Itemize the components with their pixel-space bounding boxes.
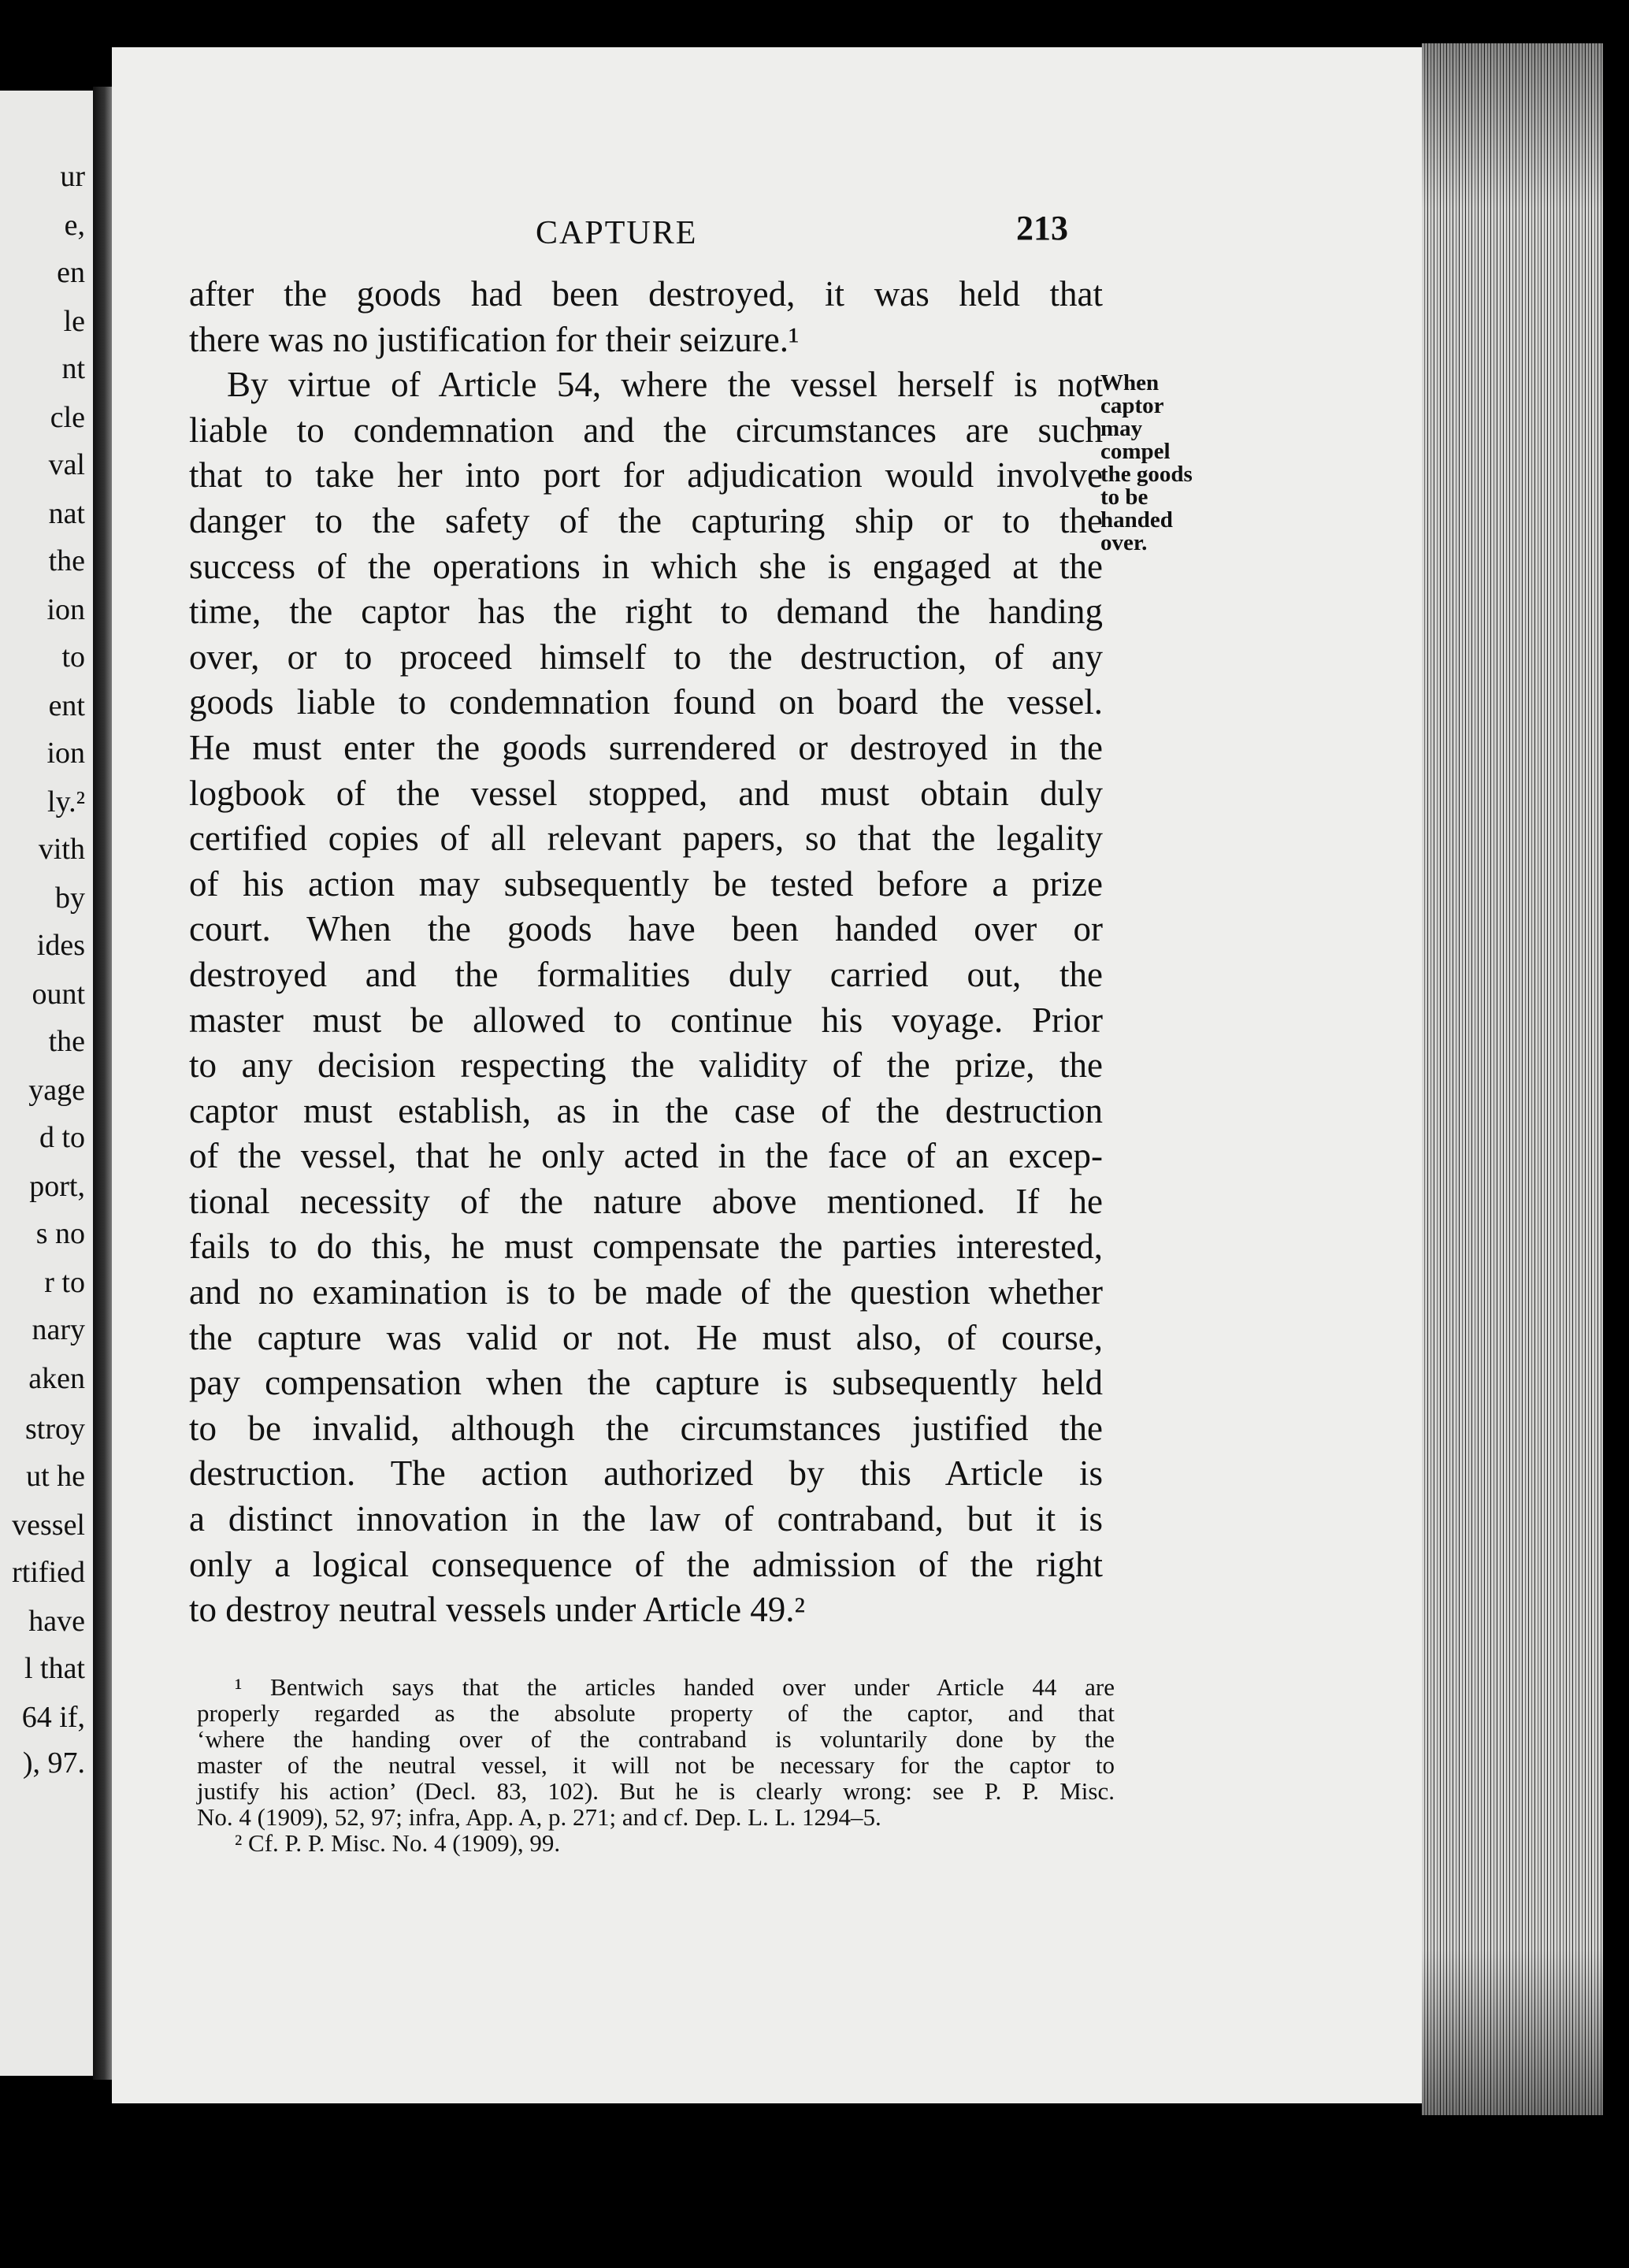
previous-page-text-fragment: cle <box>50 401 85 434</box>
body-line: over, or to proceed himself to the destruction, of any <box>189 637 1103 677</box>
body-line: a distinct innovation in the law of contraband, but it is <box>189 1499 1103 1539</box>
body-line: that to take her into port for adjudication would involve <box>189 455 1103 496</box>
body-line: there was no justification for their seizure.¹ <box>189 319 800 359</box>
body-line: logbook of the vessel stopped, and must obtain duly <box>189 773 1103 813</box>
previous-page-text-fragment: d to <box>39 1121 85 1154</box>
previous-page-text-fragment: nat <box>48 497 85 530</box>
body-line: liable to condemnation and the circumstances are such <box>189 410 1103 450</box>
previous-page-text-fragment: the <box>48 544 85 577</box>
previous-page-text-fragment: l that <box>24 1652 85 1685</box>
body-line: destroyed and the formalities duly carried out, the <box>189 954 1103 994</box>
footnote-line: master of the neutral vessel, it will not be necessary for the captor to <box>197 1751 1115 1779</box>
body-line: destruction. The action authorized by this Article is <box>189 1453 1103 1494</box>
previous-page-text-fragment: stroy <box>25 1412 85 1446</box>
body-line: captor must establish, as in the case of the destruction <box>189 1090 1103 1130</box>
body-line: to be invalid, although the circumstances justified the <box>189 1408 1103 1448</box>
footnotes <box>197 1674 1115 1856</box>
running-head: CAPTURE <box>536 215 698 251</box>
previous-page-text-fragment: nt <box>61 352 85 385</box>
previous-page-text-fragment: by <box>55 882 85 915</box>
footnote-line: justify his action’ (Decl. 83, 102). But he is clearly wrong: see P. P. Misc. <box>197 1777 1115 1805</box>
footnote-line: No. 4 (1909), 52, 97; infra, App. A, p. 271; and cf. Dep. L. L. 1294–5. <box>197 1803 881 1831</box>
body-line: and no examination is to be made of the question whether <box>189 1272 1103 1312</box>
body-line: He must enter the goods surrendered or destroyed in the <box>189 727 1103 767</box>
previous-page-text-fragment: e, <box>64 209 85 242</box>
body-line: the capture was valid or not. He must also, of course, <box>189 1317 1103 1357</box>
previous-page-text-fragment: r to <box>44 1266 85 1299</box>
previous-page-text-fragment: yage <box>28 1074 85 1107</box>
previous-page-text-fragment: rtified <box>12 1556 85 1589</box>
previous-page-text-fragment: ides <box>36 929 85 962</box>
margin-note-line: to be <box>1100 484 1148 510</box>
body-line: success of the operations in which she is engaged at the <box>189 546 1103 586</box>
margin-note-line: When <box>1100 370 1160 395</box>
body-line: time, the captor has the right to demand the handing <box>189 592 1103 632</box>
body-line: fails to do this, he must compensate the parties interested, <box>189 1227 1103 1267</box>
previous-page-text-fragment: ion <box>46 593 85 626</box>
previous-page-text-fragment: ), 97. <box>22 1746 85 1780</box>
previous-page-text-fragment: nary <box>32 1313 85 1346</box>
page-edges <box>1422 43 1603 2115</box>
previous-page-text-fragment: aken <box>28 1362 85 1395</box>
previous-page-text-fragment: to <box>61 640 85 674</box>
body-line: master must be allowed to continue his voyage. Prior <box>189 1000 1103 1040</box>
previous-page-text-fragment: ly.² <box>47 785 85 818</box>
previous-page-text-fragment: ount <box>32 978 85 1011</box>
footnote-line: ‘where the handing over of the contraband is voluntarily done by the <box>197 1725 1115 1753</box>
previous-page-text-fragment: vith <box>38 833 85 866</box>
previous-page-text-fragment: 64 if, <box>21 1701 85 1734</box>
page-number: 213 <box>1016 209 1068 247</box>
previous-page-text-fragment: have <box>28 1605 85 1638</box>
body-text <box>189 272 1103 1633</box>
margin-note-line: the goods <box>1100 462 1193 487</box>
previous-page-text-fragment: le <box>63 305 85 338</box>
margin-note-line: over. <box>1100 530 1148 555</box>
body-line: to destroy neutral vessels under Article 49.² <box>189 1590 806 1630</box>
margin-note-line: compel <box>1100 439 1171 464</box>
previous-page-edge <box>0 91 93 2076</box>
body-line: after the goods had been destroyed, it was held that <box>189 274 1103 314</box>
footnote-line: ² Cf. P. P. Misc. No. 4 (1909), 99. <box>235 1829 561 1857</box>
body-line: certified copies of all relevant papers, so that the legality <box>189 818 1103 859</box>
previous-page-text-fragment: port, <box>29 1170 85 1203</box>
body-line: only a logical consequence of the admission of the right <box>189 1544 1103 1584</box>
book-gutter <box>93 87 112 2080</box>
previous-page-text-fragment: en <box>57 256 85 289</box>
body-line: pay compensation when the capture is subsequently held <box>189 1363 1103 1403</box>
previous-page-text-fragment: s no <box>35 1217 85 1250</box>
previous-page-text-fragment: val <box>48 448 85 481</box>
margin-note-line: may <box>1100 416 1143 441</box>
footnote-line: properly regarded as the absolute property of the captor, and that <box>197 1699 1115 1727</box>
margin-note <box>1100 372 1242 555</box>
body-line: goods liable to condemnation found on board the vessel. <box>189 682 1103 722</box>
body-line: to any decision respecting the validity of the prize, the <box>189 1045 1103 1086</box>
previous-page-text-fragment: vessel <box>12 1509 85 1542</box>
body-line: By virtue of Article 54, where the vessel herself is not <box>227 365 1103 405</box>
previous-page-text-fragment: ent <box>48 689 85 722</box>
body-line: danger to the safety of the capturing ship or to the <box>189 500 1103 540</box>
previous-page-text-fragment: the <box>48 1025 85 1058</box>
previous-page-text-fragment: ur <box>60 160 85 193</box>
footnote-line: ¹ Bentwich says that the articles handed over under Article 44 are <box>235 1673 1115 1701</box>
margin-note-line: handed <box>1100 507 1173 533</box>
body-line: of his action may subsequently be tested before a prize <box>189 863 1103 904</box>
body-line: tional necessity of the nature above mentioned. If he <box>189 1181 1103 1221</box>
previous-page-text-fragment: ion <box>46 737 85 770</box>
body-line: of the vessel, that he only acted in the face of an excep- <box>189 1136 1103 1176</box>
margin-note-line: captor <box>1100 393 1164 418</box>
previous-page-text-fragment: ut he <box>26 1460 85 1493</box>
body-line: court. When the goods have been handed over or <box>189 909 1103 949</box>
